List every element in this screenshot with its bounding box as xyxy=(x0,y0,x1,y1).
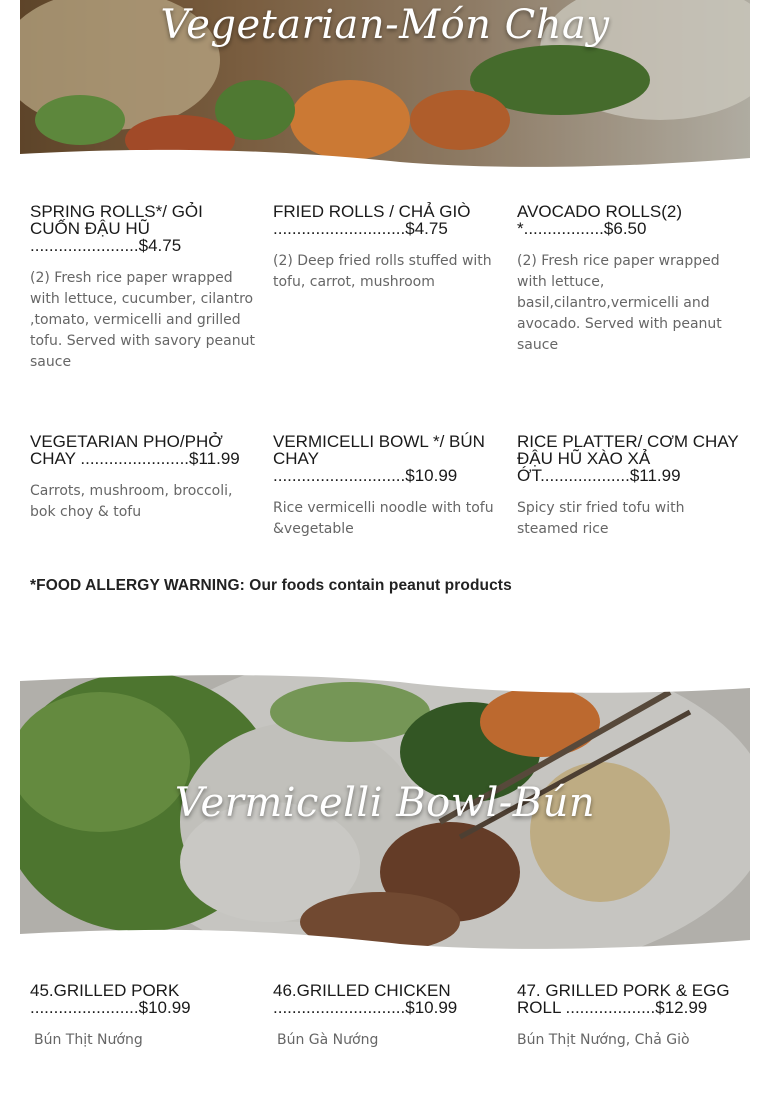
menu-item-name: 47. GRILLED PORK & EGG ROLL ...................$12.99 xyxy=(517,981,730,1017)
menu-item xyxy=(517,982,743,1051)
menu-item-name: VEGETARIAN PHO/PHỞ CHAY .......................$11.99 xyxy=(30,432,240,468)
menu-item-description: Bún Gà Nướng xyxy=(277,1032,379,1048)
allergy-warning: *FOOD ALLERGY WARNING: Our foods contain peanut products xyxy=(30,577,512,594)
menu-item xyxy=(273,203,499,293)
menu-item-description: Bún Thịt Nướng xyxy=(34,1032,143,1048)
vermicelli-banner xyxy=(20,672,750,952)
menu-item-description: Carrots, mushroom, broccoli, bok choy & tofu xyxy=(30,483,233,520)
menu-item-name: 46.GRILLED CHICKEN ............................$10.99 xyxy=(273,981,458,1017)
menu-item-name: VERMICELLI BOWL */ BÚN CHAY ............................$10.99 xyxy=(273,432,485,485)
vegetarian-section-title: Vegetarian-Món Chay xyxy=(160,2,610,48)
menu-item-description: Rice vermicelli noodle with tofu &vegetable xyxy=(273,500,494,537)
menu-item xyxy=(517,203,743,356)
menu-item-name: RICE PLATTER/ CƠM CHAY ĐẬU HŨ XÀO XẢ ỚT...................$11.99 xyxy=(517,432,739,485)
menu-item xyxy=(30,203,256,373)
menu-item xyxy=(517,433,743,540)
menu-item xyxy=(273,982,499,1051)
vermicelli-section-title: Vermicelli Bowl-Bún xyxy=(174,780,596,826)
menu-item-name: FRIED ROLLS / CHẢ GIÒ ............................$4.75 xyxy=(273,202,471,238)
menu-item-description: Bún Thịt Nướng, Chả Giò xyxy=(517,1032,690,1048)
vegetarian-banner xyxy=(20,0,750,170)
menu-item xyxy=(30,982,256,1051)
menu-item-description: Spicy stir fried tofu with steamed rice xyxy=(517,500,685,537)
menu-item-description: (2) Fresh rice paper wrapped with lettuce, cucumber, cilantro ,tomato, vermicelli and grilled tofu. Served with savory peanut sauce xyxy=(30,270,255,370)
menu-item-name: SPRING ROLLS*/ GỎI CUỐN ĐẬU HŨ .......................$4.75 xyxy=(30,202,203,255)
menu-item-description: (2) Fresh rice paper wrapped with lettuce, basil,cilantro,vermicelli and avocado. Served with peanut sauce xyxy=(517,253,722,353)
menu-item-name: AVOCADO ROLLS(2) *.................$6.50 xyxy=(517,202,683,238)
menu-item xyxy=(273,433,499,540)
menu-item xyxy=(30,433,256,523)
menu-item-description: (2) Deep fried rolls stuffed with tofu, carrot, mushroom xyxy=(273,253,492,290)
menu-item-name: 45.GRILLED PORK .......................$10.99 xyxy=(30,981,191,1017)
